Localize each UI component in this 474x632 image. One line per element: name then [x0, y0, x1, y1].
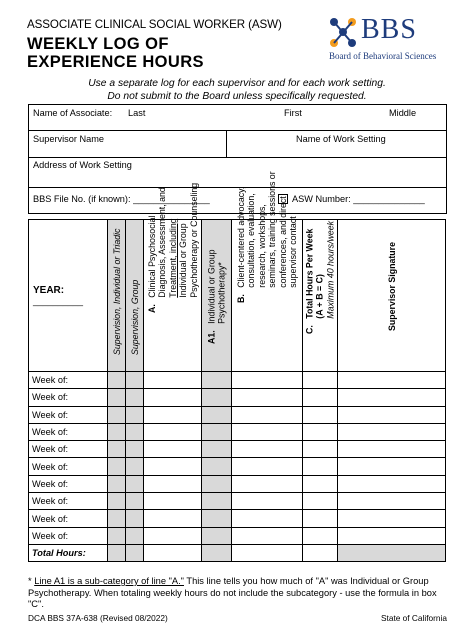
- hours-cell[interactable]: [108, 372, 126, 389]
- hours-cell[interactable]: [338, 372, 446, 389]
- hours-cell[interactable]: [202, 475, 232, 492]
- col-a1-psychotherapy: A1. Individual or Group Psychotherapy*: [202, 220, 232, 372]
- bbs-logo-mark-icon: [326, 15, 360, 51]
- form-title-line2: EXPERIENCE HOURS: [27, 53, 204, 71]
- first-name-label: First: [284, 108, 302, 118]
- hours-cell[interactable]: [144, 493, 202, 510]
- table-row: [29, 475, 446, 492]
- table-row: [29, 423, 446, 440]
- week-of-label[interactable]: Week of:: [29, 423, 108, 440]
- hours-cell[interactable]: [126, 406, 144, 423]
- total-hours-label: Total Hours:: [29, 544, 108, 561]
- year-header-cell[interactable]: [29, 220, 108, 372]
- hours-cell[interactable]: [303, 372, 338, 389]
- hours-cell[interactable]: [232, 510, 303, 527]
- hours-cell[interactable]: [126, 458, 144, 475]
- hours-cell[interactable]: [126, 423, 144, 440]
- hours-cell[interactable]: [202, 458, 232, 475]
- hours-cell[interactable]: [303, 423, 338, 440]
- week-of-label[interactable]: Week of:: [29, 475, 108, 492]
- work-setting-address-label: Address of Work Setting: [33, 160, 132, 170]
- bbs-logo: [326, 14, 450, 66]
- table-row: [29, 527, 446, 544]
- hours-cell[interactable]: [232, 372, 303, 389]
- hours-cell[interactable]: [232, 527, 303, 544]
- hours-cell[interactable]: [126, 372, 144, 389]
- form-title-line1: WEEKLY LOG OF: [27, 35, 169, 53]
- week-of-label[interactable]: Week of:: [29, 493, 108, 510]
- associate-name-label: Name of Associate:: [33, 108, 113, 118]
- hours-cell[interactable]: [108, 510, 126, 527]
- work-setting-name-label: Name of Work Setting: [296, 134, 386, 144]
- hours-cell[interactable]: [126, 475, 144, 492]
- table-row: [29, 493, 446, 510]
- bbs-wordmark: BBS: [361, 14, 417, 45]
- hours-cell[interactable]: [202, 510, 232, 527]
- form-id: DCA BBS 37A-638 (Revised 08/2022): [28, 613, 168, 623]
- hours-cell[interactable]: [126, 510, 144, 527]
- hours-cell[interactable]: [303, 406, 338, 423]
- hours-cell[interactable]: [338, 510, 446, 527]
- hours-cell[interactable]: [108, 389, 126, 406]
- table-row: [29, 406, 446, 423]
- hours-cell[interactable]: [338, 493, 446, 510]
- hours-cell[interactable]: [144, 475, 202, 492]
- bbs-file-number-field[interactable]: BBS File No. (if known): _______________: [33, 194, 210, 204]
- col-a-clinical: A. Clinical Psychosocial Diagnosis, Assessment, and Treatment, including Individual or Group Psychotherapy or Counseling: [144, 220, 202, 372]
- hours-cell[interactable]: [232, 475, 303, 492]
- table-row: [29, 389, 446, 406]
- hours-cell[interactable]: [108, 458, 126, 475]
- hours-cell[interactable]: [303, 458, 338, 475]
- hours-cell[interactable]: [338, 527, 446, 544]
- hours-cell[interactable]: [303, 510, 338, 527]
- hours-cell[interactable]: [144, 458, 202, 475]
- total-cell: [126, 544, 144, 561]
- hours-cell[interactable]: [232, 406, 303, 423]
- total-cell: [338, 544, 446, 561]
- asw-number-field[interactable]: ASW Number: ______________: [292, 194, 425, 204]
- hours-cell[interactable]: [108, 527, 126, 544]
- hours-cell[interactable]: [202, 423, 232, 440]
- hours-cell[interactable]: [338, 475, 446, 492]
- last-name-label: Last: [128, 108, 146, 118]
- col-b-nonclinical: B. Client-centered advocacy, consultation, evaluation, research, workshops, seminars, training sessions or conferences, and direct supervisor contact: [232, 220, 303, 372]
- hours-cell[interactable]: [338, 406, 446, 423]
- col-supervision-individual: Supervision, Individual or Triadic: [108, 220, 126, 372]
- instruction-line-1: Use a separate log for each supervisor and for each work setting.: [88, 78, 386, 89]
- hours-cell[interactable]: [232, 493, 303, 510]
- hours-cell[interactable]: [303, 441, 338, 458]
- hours-cell[interactable]: [232, 441, 303, 458]
- hours-cell[interactable]: [202, 527, 232, 544]
- hours-cell[interactable]: [232, 458, 303, 475]
- middle-name-label: Middle: [389, 108, 417, 118]
- week-of-label[interactable]: Week of:: [29, 389, 108, 406]
- col-supervisor-signature: Supervisor Signature: [338, 220, 446, 372]
- hours-cell[interactable]: [108, 493, 126, 510]
- hours-cell[interactable]: [144, 372, 202, 389]
- hours-cell[interactable]: [108, 406, 126, 423]
- supervisor-name-label: Supervisor Name: [33, 134, 104, 144]
- table-row: [29, 510, 446, 527]
- hours-cell[interactable]: [202, 389, 232, 406]
- week-of-label[interactable]: Week of:: [29, 458, 108, 475]
- hours-cell[interactable]: [108, 441, 126, 458]
- hours-cell[interactable]: [126, 493, 144, 510]
- hours-cell[interactable]: [144, 406, 202, 423]
- total-cell: [202, 544, 232, 561]
- table-header-row: [29, 220, 446, 372]
- table-row: [29, 458, 446, 475]
- footnote: * Line A1 is a sub-category of line "A." This line tells you how much of "A" was Individual or Group Psychotherapy. When totaling weekly hours do not include the subcategory - use the formula in box "C".: [28, 576, 437, 609]
- hours-cell[interactable]: [303, 389, 338, 406]
- hours-cell[interactable]: [338, 441, 446, 458]
- week-of-label[interactable]: Week of:: [29, 372, 108, 389]
- bbs-logo-subtitle: Board of Behavioral Sciences: [329, 51, 437, 61]
- hours-cell[interactable]: [144, 389, 202, 406]
- total-cell[interactable]: [232, 544, 303, 561]
- hours-cell[interactable]: [338, 458, 446, 475]
- hours-cell[interactable]: [202, 406, 232, 423]
- total-cell[interactable]: [144, 544, 202, 561]
- hours-cell[interactable]: [144, 510, 202, 527]
- table-row: [29, 441, 446, 458]
- year-blank: __________: [33, 296, 84, 306]
- hours-cell[interactable]: [232, 423, 303, 440]
- hours-cell[interactable]: [232, 389, 303, 406]
- hours-cell[interactable]: [303, 475, 338, 492]
- hours-cell[interactable]: [126, 441, 144, 458]
- hours-cell[interactable]: [303, 493, 338, 510]
- state-label: State of California: [381, 613, 447, 623]
- hours-cell[interactable]: [202, 372, 232, 389]
- table-row: [29, 372, 446, 389]
- hours-cell[interactable]: [126, 527, 144, 544]
- total-cell[interactable]: [303, 544, 338, 561]
- week-of-label[interactable]: Week of:: [29, 441, 108, 458]
- hours-cell[interactable]: [144, 423, 202, 440]
- total-hours-row: [29, 544, 446, 561]
- hours-cell[interactable]: [126, 389, 144, 406]
- hours-cell[interactable]: [338, 423, 446, 440]
- hours-cell[interactable]: [303, 527, 338, 544]
- instruction-line-2: Do not submit to the Board unless specifically requested.: [107, 91, 367, 102]
- col-c-total: C. Total Hours Per Week (A + B = C) Maximum 40 hours/week: [303, 220, 338, 372]
- hours-cell[interactable]: [144, 441, 202, 458]
- total-cell: [108, 544, 126, 561]
- hours-cell[interactable]: [202, 441, 232, 458]
- hours-cell[interactable]: [108, 423, 126, 440]
- year-label: YEAR:: [33, 285, 65, 296]
- week-of-label[interactable]: Week of:: [29, 406, 108, 423]
- col-supervision-group: Supervision, Group: [126, 220, 144, 372]
- week-of-label[interactable]: Week of:: [29, 527, 108, 544]
- hours-cell[interactable]: [144, 527, 202, 544]
- hours-cell[interactable]: [202, 493, 232, 510]
- form-supertitle: ASSOCIATE CLINICAL SOCIAL WORKER (ASW): [27, 18, 282, 31]
- hours-cell[interactable]: [108, 475, 126, 492]
- hours-cell[interactable]: [338, 389, 446, 406]
- week-of-label[interactable]: Week of:: [29, 510, 108, 527]
